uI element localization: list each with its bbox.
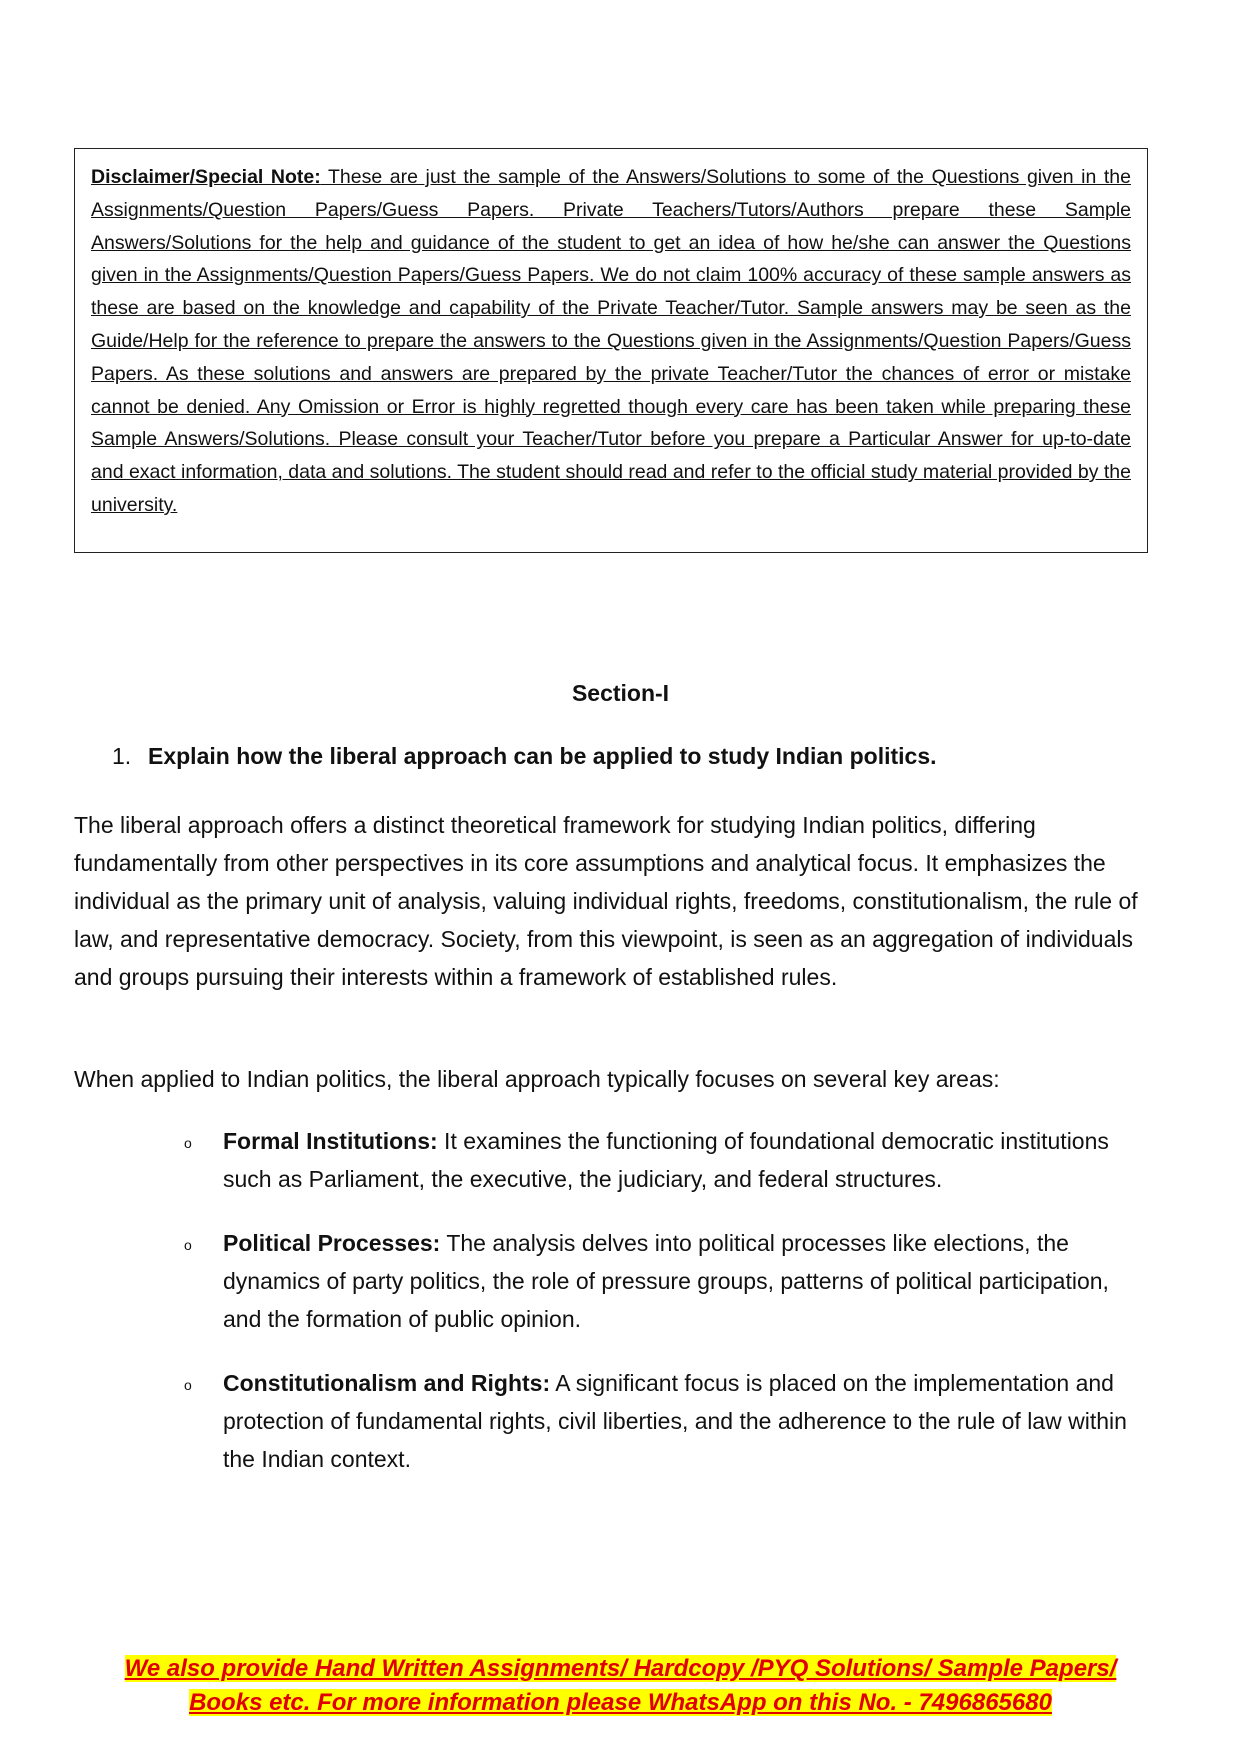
answer-paragraph: The liberal approach offers a distinct theoretical framework for studying Indian politics, differing fundamentally from other perspectives in its core assumptions and analytical focus. It emphasizes the individual as the primary unit of analysis, valuing individual rights, freedoms, constitutionalism, the rule of law, and representative democracy. Society, from this viewpoint, is seen as an aggregation of individuals and groups pursuing their interests within a framework of established rules. [74,812,1138,990]
circle-bullet-icon: o [184,1237,192,1253]
list-item [186,1224,1146,1338]
question [112,743,937,770]
circle-bullet-icon: o [184,1377,192,1393]
bullet-text: The analysis delves into political processes like elections, the dynamics of party politics, the role of pressure groups, patterns of political participation, and the formation of public opinion. [223,1230,1109,1332]
circle-bullet-icon: o [184,1135,192,1151]
promo-footer [0,1652,1241,1720]
bullet-list [186,1122,1146,1504]
bullet-text: A significant focus is placed on the implementation and protection of fundamental rights, civil liberties, and the adherence to the rule of law within the Indian context. [223,1370,1127,1472]
bullet-title: Constitutionalism and Rights: [223,1370,551,1396]
disclaimer-text: These are just the sample of the Answers/Solutions to some of the Questions given in the Assignments/Question Papers/Guess Papers. Private Teachers/Tutors/Authors prepare these Sample Answers/Solutions for the help and guidance of the student to get an idea of how he/she can answer the Questions given in the Assignments/Question Papers/Guess Papers. We do not claim 100% accuracy of these sample answers as these are based on the knowledge and capability of the Private Teacher/Tutor. Sample answers may be seen as the Guide/Help for the reference to prepare the answers to the Questions given in the Assignments/Question Papers/Guess Papers. As these solutions and answers are prepared by the private Teacher/Tutor the chances of error or mistake cannot be denied. Any Omission or Error is highly regretted though every care has been taken while preparing these Sample Answers/Solutions. Please consult your Teacher/Tutor before you prepare a Particular Answer for up-to-date and exact information, data and solutions. The student should read and refer to the official study material provided by the university. [91,166,1131,516]
section-title: Section-I [571,680,670,706]
list-item [186,1122,1146,1198]
disclaimer-label: Disclaimer/Special Note: [91,166,321,188]
bullet-title: Political Processes: [223,1230,441,1256]
answer-paragraph: When applied to Indian politics, the liberal approach typically focuses on several key areas: [74,1066,1000,1092]
promo-line-2: Books etc. For more information please WhatsApp on this No. - 7496865680 [189,1689,1052,1716]
promo-line-1: We also provide Hand Written Assignments/ Hardcopy /PYQ Solutions/ Sample Papers/ [124,1655,1117,1682]
question-text: Explain how the liberal approach can be applied to study Indian politics. [148,743,937,769]
disclaimer-box [74,148,1148,553]
question-number: 1. [112,743,132,769]
list-item [186,1364,1146,1478]
bullet-title: Formal Institutions: [223,1128,438,1154]
bullet-text: It examines the functioning of foundational democratic institutions such as Parliament, the executive, the judiciary, and federal structures. [223,1128,1109,1192]
